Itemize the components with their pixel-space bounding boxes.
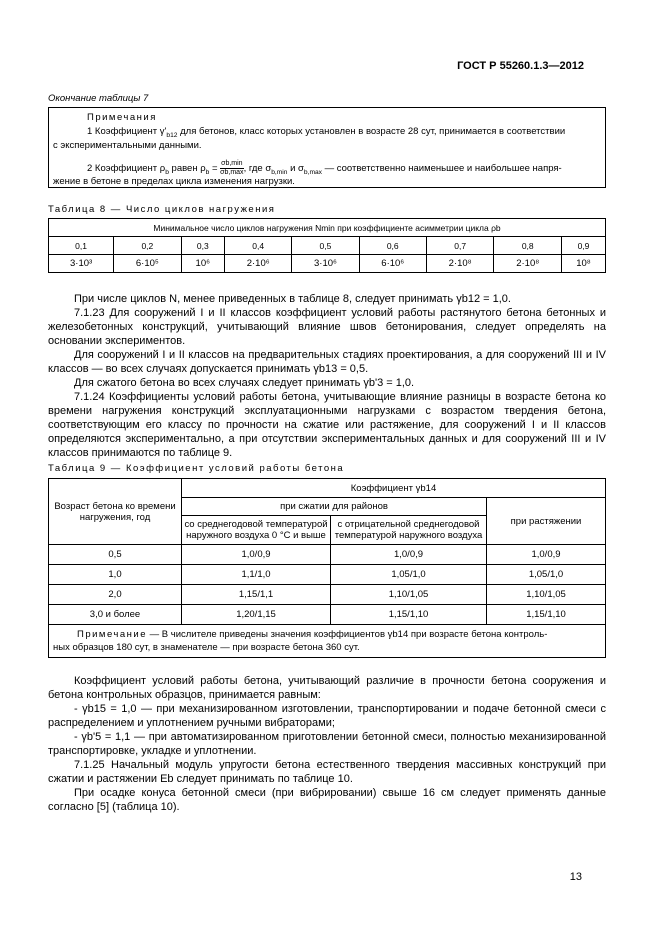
paragraph: Для сжатого бетона во всех случаях следует принимать γb'3 = 1,0. — [74, 377, 415, 389]
table9-row — [49, 605, 606, 625]
table9-cell: 1,1/1,0 — [182, 565, 331, 585]
paragraph: Коэффициент условий работы бетона, учитывающий различие в прочности бетона сооружения и бетона контрольных образцов, принимается равным: — [48, 675, 606, 701]
table-continuation-label: Окончание таблицы 7 — [48, 93, 149, 104]
table9-cell: 1,10/1,05 — [331, 585, 487, 605]
table9-age-head: Возраст бетона ко времени нагружения, год — [49, 479, 182, 545]
table9-compress-head: при сжатии для районов — [182, 498, 487, 516]
table8-value-cell: 3·10³ — [49, 255, 114, 273]
table9 — [48, 478, 606, 658]
table8-coef-cell: 0,5 — [292, 237, 359, 255]
table8-coef-cell: 0,2 — [114, 237, 181, 255]
table9-cell: 1,0/0,9 — [487, 545, 606, 565]
table9-cell: 1,10/1,05 — [487, 585, 606, 605]
table8 — [48, 218, 606, 273]
note-2-cont: жение в бетоне в пределах цикла изменения нагрузки. — [53, 176, 295, 187]
paragraph: 7.1.25 Начальный модуль упругости бетона естественного твердения массивных конструкций при сжатии и растяжении Eb следует принимать по таблице 10. — [48, 759, 606, 785]
page-number: 13 — [569, 871, 582, 883]
table9-cell: 1,0/0,9 — [331, 545, 487, 565]
table9-cell: 1,05/1,0 — [331, 565, 487, 585]
table8-coef-cell: 0,6 — [359, 237, 426, 255]
table9-note: Примечание — В числителе приведены значения коэффициентов γb14 при возрасте бетона контроль- ных образцов 180 сут, в знаменателе — при возрасте бетона 360 сут. — [49, 625, 606, 658]
document-header: ГОСТ Р 55260.1.3—2012 — [457, 60, 584, 72]
table9-tension-head: при растяжении — [487, 498, 606, 545]
table8-value-row — [49, 255, 606, 273]
table9-row — [49, 545, 606, 565]
paragraph: - γb'5 = 1,1 — при автоматизированном приготовлении бетонной смеси, полностью механизированной транспортировке, укладке и уплотнении. — [48, 731, 606, 757]
paragraph: - γb15 = 1,0 — при механизированном изготовлении, транспортировании и подаче бетонной смеси с распределением и уплотнением ручными вибраторами; — [48, 703, 606, 729]
table8-coef-cell: 0,9 — [562, 237, 606, 255]
table9-cell: 1,20/1,15 — [182, 605, 331, 625]
table9-body — [49, 545, 606, 625]
table9-row — [49, 565, 606, 585]
table8-coef-cell: 0,8 — [494, 237, 562, 255]
note-2: 2 Коэффициент $\rho_b$ равен $\rho_b$ = σb,min σb,max , где $\sigma_{b,min}$ и $\sigma_{b,max}$ — соответственно наименьшее и наибольшее напря- — [87, 160, 562, 176]
table9-sub1: со среднегодовой температурой наружного воздуха 0 °С и выше — [182, 516, 331, 545]
paragraphs-block-2 — [48, 674, 606, 814]
table8-value-cell: 2·10⁸ — [494, 255, 562, 273]
table8-value-cell: 2·10⁶ — [225, 255, 292, 273]
table8-coef-cell: 0,4 — [225, 237, 292, 255]
paragraphs-block-1 — [48, 292, 606, 460]
notes-title: Примечания — [87, 112, 157, 123]
table8-value-cell: 10⁸ — [562, 255, 606, 273]
table9-cell: 2,0 — [49, 585, 182, 605]
table9-row — [49, 585, 606, 605]
paragraph: Для сооружений I и II классов на предварительных стадиях проектирования, а для сооружений III и IV классов — во всех случаях допускается принимать γb13 = 0,5. — [48, 349, 606, 375]
table8-coef-cell: 0,1 — [49, 237, 114, 255]
table9-cell: 1,05/1,0 — [487, 565, 606, 585]
table8-coef-row — [49, 237, 606, 255]
paragraph: 7.1.23 Для сооружений I и II классов коэффициент условий работы растянутого бетона бетонных и железобетонных конструкций, учитывающий влияние швов бетонирования, следует определять на основании экспериментов. — [48, 307, 606, 347]
table9-cell: 1,15/1,10 — [331, 605, 487, 625]
table8-value-cell: 10⁶ — [181, 255, 225, 273]
table9-cell: 1,0 — [49, 565, 182, 585]
table7-notes-box — [48, 107, 606, 188]
table9-cell: 3,0 и более — [49, 605, 182, 625]
table9-cell: 1,0/0,9 — [182, 545, 331, 565]
note-1: 1 Коэффициент $\gamma'_{b12}$ для бетонов, класс которых установлен в возрасте 28 сут, принимается в соответствии — [87, 126, 566, 139]
table8-value-cell: 2·10⁸ — [426, 255, 494, 273]
table9-cell: 1,15/1,1 — [182, 585, 331, 605]
table9-coef-head: Коэффициент γb14 — [182, 479, 606, 498]
table8-head: Минимальное число циклов нагружения Nmin при коэффициенте асимметрии цикла ρb — [49, 219, 606, 237]
table8-value-cell: 6·10⁵ — [114, 255, 181, 273]
table9-caption: Таблица 9 — Коэффициент условий работы бетона — [48, 463, 345, 474]
table9-cell: 0,5 — [49, 545, 182, 565]
paragraph: 7.1.24 Коэффициенты условий работы бетона, учитывающие влияние разницы в возрасте бетона ко времени нагружения конструкций эксплуатационными нагрузками с возрастом твердения бетона, соответствующим его классу по прочности на сжатие или растяжение, для сооружений I и II классов определяются экспериментально, а при отсутствии экспериментальных данных и для сооружений III и IV классов принимаются по таблице 9. — [48, 391, 606, 459]
table8-value-cell: 6·10⁶ — [359, 255, 426, 273]
table9-sub2: с отрицательной среднегодовой температурой наружного воздуха — [331, 516, 487, 545]
table8-coef-cell: 0,7 — [426, 237, 494, 255]
note-1-cont: с экспериментальными данными. — [53, 140, 202, 151]
paragraph: При осадке конуса бетонной смеси (при вибрировании) свыше 16 см следует применять данные согласно [5] (таблица 10). — [48, 787, 606, 813]
table9-cell: 1,15/1,10 — [487, 605, 606, 625]
table8-coef-cell: 0,3 — [181, 237, 225, 255]
paragraph: При числе циклов N, менее приведенных в таблице 8, следует принимать γb12 = 1,0. — [74, 293, 511, 305]
table8-caption: Таблица 8 — Число циклов нагружения — [48, 204, 276, 215]
table8-value-cell: 3·10⁶ — [292, 255, 359, 273]
